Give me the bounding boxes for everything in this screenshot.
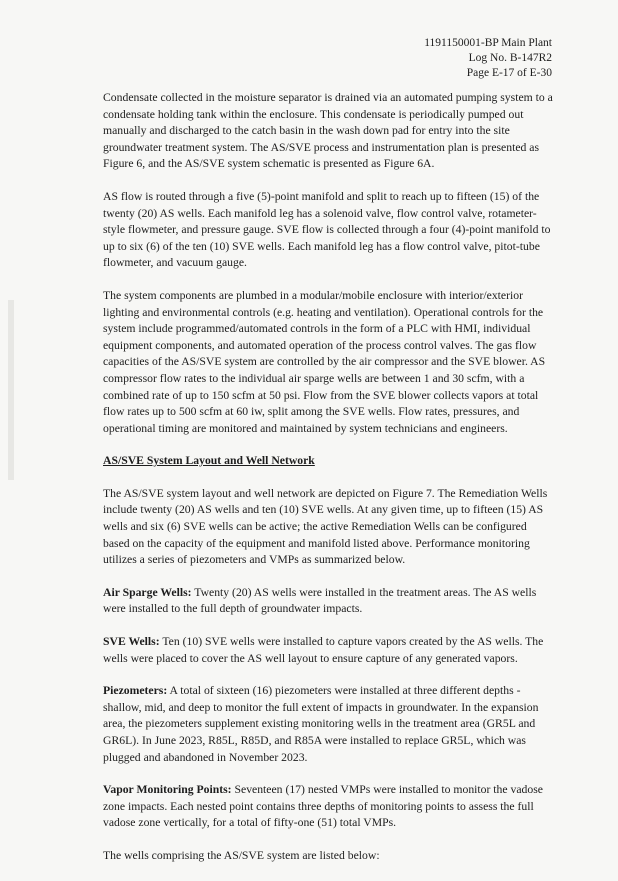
page-header bbox=[424, 36, 552, 81]
term-piezometers: Piezometers: bbox=[103, 684, 168, 698]
scan-edge-artifact bbox=[8, 300, 14, 480]
header-project-id: 1191150001-BP Main Plant bbox=[424, 37, 552, 49]
text-vapor-monitoring: Seventeen (17) nested VMPs were installed to monitor the vadose zone impacts. Each nested point contains three depths of monitoring points to assess the full vadose zone vertically, for a total of fifty-one (51) total VMPs. bbox=[103, 783, 543, 830]
paragraph-piezometers bbox=[103, 683, 553, 766]
paragraph-sve-wells bbox=[103, 634, 553, 667]
text-piezometers: A total of sixteen (16) piezometers were installed at three different depths - shallow, mid, and deep to monitor the full extent of impacts in groundwater. In the expansion area, the piezometers supplement existing monitoring wells in the treatment area (GR5L and GR6L). In June 2023, R85L, R85D, and R85A were installed to replace GR5L, which was plugged and abandoned in November 2023. bbox=[103, 684, 539, 764]
paragraph-system-components: The system components are plumbed in a modular/mobile enclosure with interior/exterior lighting and environmental controls (e.g. heating and ventilation). Operational controls for the system include programmed/automated controls in the form of a PLC with HMI, individual equipment components, and automated operation of the process control valves. The gas flow capacities of the AS/SVE system are controlled by the air compressor and the SVE blower. AS compressor flow rates to the individual air sparge wells are between 1 and 30 scfm, with a combined rate of up to 150 scfm at 50 psi. Flow from the SVE blower collects vapors at total flow rates up to 500 scfm at 60 iw, split among the SVE wells. Flow rates, pressures, and operational timing are monitored and maintained by system technicians and engineers. bbox=[103, 288, 546, 435]
paragraph-as-flow: AS flow is routed through a five (5)-point manifold and split to reach up to fifteen (15) of the twenty (20) AS wells. Each manifold leg has a solenoid valve, flow control valve, rotameter-style flowmeter, and pressure gauge. SVE flow is collected through a four (4)-point manifold to up to six (6) of the ten (10) SVE wells. Each manifold leg has a flow control valve, pitot-tube flowmeter, and vacuum gauge. bbox=[103, 189, 551, 270]
paragraph-vapor-monitoring bbox=[103, 782, 553, 832]
text-air-sparge-wells: Twenty (20) AS wells were installed in the treatment areas. The AS wells were installed to the full depth of groundwater impacts. bbox=[103, 585, 537, 616]
paragraph-layout: The AS/SVE system layout and well network are depicted on Figure 7. The Remediation Wells include twenty (20) AS wells and ten (10) SVE wells. At any given time, up to fifteen (15) AS wells and six (6) SVE wells can be active; the active Remediation Wells can be configured based on the capacity of the equipment and manifold listed above. Performance monitoring utilizes a series of piezometers and VMPs as summarized below. bbox=[103, 486, 548, 567]
document-body bbox=[103, 90, 553, 881]
term-air-sparge-wells: Air Sparge Wells: bbox=[103, 585, 192, 599]
text-sve-wells: Ten (10) SVE wells were installed to capture vapors created by the AS wells. The wells were placed to cover the AS well layout to ensure capture of any generated vapors. bbox=[103, 635, 544, 665]
header-page-number: Page E-17 of E-30 bbox=[466, 67, 552, 79]
term-sve-wells: SVE Wells: bbox=[103, 635, 160, 649]
section-heading: AS/SVE System Layout and Well Network bbox=[103, 454, 315, 468]
term-vapor-monitoring: Vapor Monitoring Points: bbox=[103, 783, 232, 797]
paragraph-air-sparge-wells bbox=[103, 585, 553, 618]
header-log-number: Log No. B-147R2 bbox=[468, 52, 552, 64]
paragraph-condensate: Condensate collected in the moisture separator is drained via an automated pumping system to a condensate holding tank within the enclosure. This condensate is periodically pumped out manually and discharged to the catch basin in the wash down pad for entry into the site groundwater treatment system. The AS/SVE process and instrumentation plan is presented as Figure 6, and the AS/SVE system schematic is presented as Figure 6A. bbox=[103, 91, 553, 171]
paragraph-wells-list-intro: The wells comprising the AS/SVE system are listed below: bbox=[103, 848, 380, 862]
